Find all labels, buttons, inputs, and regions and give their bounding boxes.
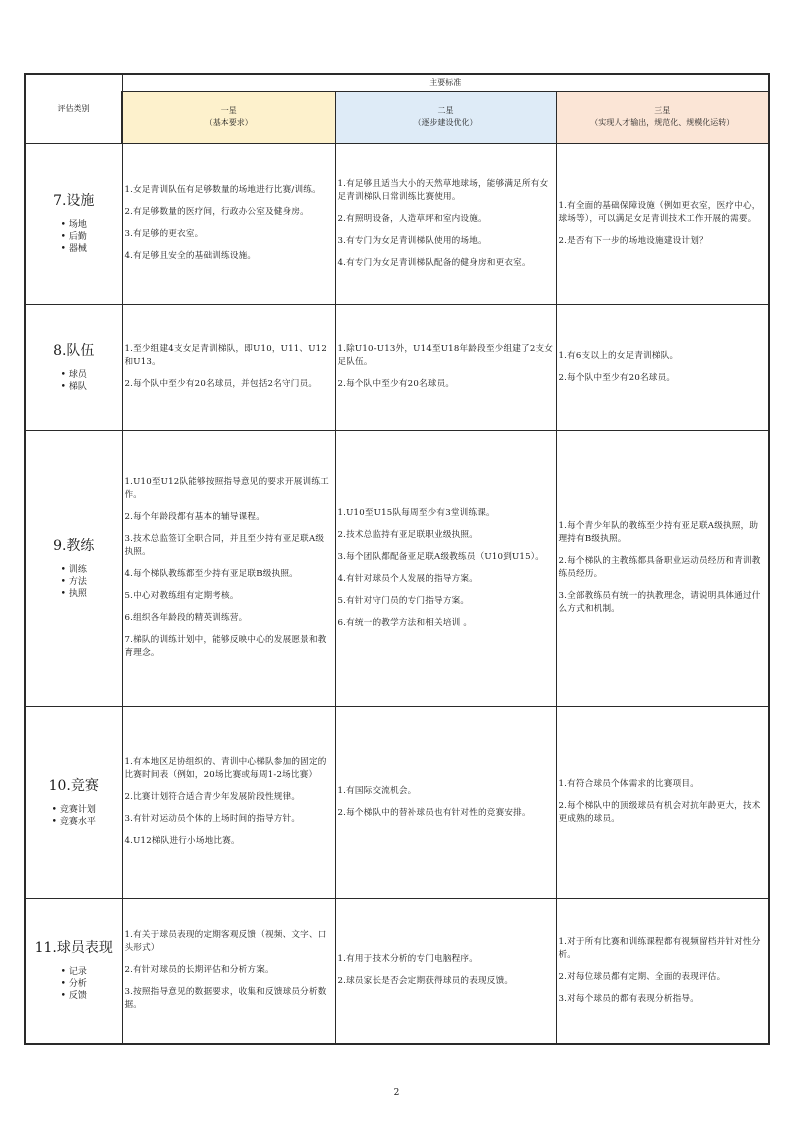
criteria-item: 4.有专门为女足青训梯队配备的健身房和更衣室。 (337, 257, 531, 268)
criteria-item: 2.有足够数量的医疗间，行政办公室及健身房。 (124, 207, 309, 217)
level-3-subtitle: （实现人才输出，规范化、规模化运转） (590, 118, 735, 127)
category-subitem: • 记录 (61, 966, 87, 978)
level-2-header (335, 91, 556, 143)
criteria-cell-level-3 (556, 143, 769, 304)
level-1-subtitle: （基本要求） (204, 118, 253, 127)
criteria-item: 6.组织各年龄段的精英训练营。 (124, 613, 248, 623)
criteria-item: 1.有国际交流机会。 (337, 785, 417, 796)
category-subitem: • 器械 (61, 243, 87, 255)
criteria-item: 1.至少组建4支女足青训梯队，即U10，U11、U12和U13。 (124, 344, 328, 367)
level-3-header (556, 91, 769, 143)
category-subitem: • 场地 (61, 219, 87, 231)
criteria-cell-level-3 (556, 898, 769, 1044)
criteria-cell-level-3 (556, 304, 769, 430)
criteria-cell-level-2 (335, 304, 556, 430)
level-2-subtitle: （逐步建设优化） (413, 118, 478, 127)
criteria-item: 2.球员家长是否会定期获得球员的表现反馈。 (337, 976, 514, 987)
main-standards-header: 主要标准 (122, 74, 769, 91)
category-subitem: • 训练 (61, 564, 87, 576)
level-1-title: 一星 (220, 106, 237, 115)
category-subitem: • 球员 (61, 369, 87, 381)
category-subitems (61, 966, 87, 1002)
criteria-item: 5.中心对教练组有定期考核。 (124, 591, 239, 601)
criteria-item: 3.技术总监签订全职合同，并且至少持有亚足联A级执照。 (124, 534, 325, 557)
criteria-cell-level-1 (122, 898, 335, 1044)
criteria-item: 1.有关于球员表现的定期客观反馈（视频、文字、口头形式） (124, 930, 327, 954)
criteria-item: 1.有用于技术分析的专门电脑程序。 (337, 954, 479, 965)
criteria-item: 2.每个梯队中的替补球员也有针对性的竞赛安排。 (337, 807, 531, 818)
page-number: 2 (393, 1088, 400, 1098)
category-cell (25, 304, 122, 430)
category-subitem: • 竞赛水平 (52, 816, 96, 828)
criteria-cell-level-2 (335, 898, 556, 1044)
category-row (25, 143, 769, 304)
category-subitem: • 执照 (61, 588, 87, 600)
category-title: 7.设施 (53, 193, 95, 209)
criteria-item: 4.有足够且安全的基础训练设施。 (124, 251, 257, 261)
criteria-item: 1.每个青少年队的教练至少持有亚足联A级执照，助理持有B级执照。 (558, 521, 759, 544)
criteria-item: 2.有照明设备，人造草坪和室内设施。 (337, 213, 487, 224)
evaluation-standards-table (24, 73, 770, 1045)
criteria-item: 2.每个队中至少有20名球员，并包括2名守门员。 (124, 379, 318, 389)
criteria-item: 5.有针对守门员的专门指导方案。 (337, 595, 470, 606)
category-cell (25, 706, 122, 898)
category-cell (25, 143, 122, 304)
criteria-cell-level-2 (335, 706, 556, 898)
level-3-title: 三星 (654, 106, 671, 115)
category-cell (25, 898, 122, 1044)
criteria-cell-level-2 (335, 143, 556, 304)
criteria-item: 3.对每个球员的都有表现分析指导。 (558, 993, 700, 1004)
category-cell (25, 430, 122, 706)
criteria-item: 4.有针对球员个人发展的指导方案。 (337, 573, 479, 584)
criteria-item: 3.按照指导意见的数据要求，收集和反馈球员分析数据。 (124, 987, 327, 1011)
criteria-item: 2.有针对球员的长期评估和分析方案。 (124, 965, 274, 976)
criteria-item: 3.有针对运动员个体的上场时间的指导方针。 (124, 814, 301, 824)
category-row (25, 304, 769, 430)
category-subitem: • 梯队 (61, 381, 87, 393)
criteria-cell-level-3 (556, 430, 769, 706)
criteria-cell-level-1 (122, 706, 335, 898)
criteria-item: 1.除U10-U13外，U14至U18年龄段至少组建了2支女足队伍。 (337, 344, 554, 367)
category-subitem: • 反馈 (61, 990, 87, 1002)
criteria-cell-level-1 (122, 304, 335, 430)
category-row (25, 898, 769, 1044)
criteria-item: 1.U10至U12队能够按照指导意见的要求开展训练工作。 (124, 477, 329, 500)
criteria-item: 2.每个队中至少有20名球员。 (337, 379, 455, 389)
criteria-item: 1.U10至U15队每周至少有3堂训练课。 (337, 507, 495, 518)
category-row (25, 706, 769, 898)
criteria-item: 2.是否有下一步的场地设施建设计划？ (558, 235, 708, 246)
category-title: 8.队伍 (53, 342, 95, 359)
criteria-item: 2.对每位球员都有定期、全面的表现评估。 (558, 971, 726, 982)
category-subitem: • 方法 (61, 576, 87, 588)
category-header: 评估类别 (25, 74, 122, 143)
category-row (25, 430, 769, 706)
criteria-item: 2.每个梯队的主教练都具备职业运动员经历和青训教练员经历。 (558, 556, 761, 579)
criteria-item: 1.女足青训队伍有足够数量的场地进行比赛/训练。 (124, 185, 321, 195)
category-subitem: • 后勤 (61, 231, 87, 243)
criteria-item: 1.对于所有比赛和训练课程都有视频留档并针对性分析。 (558, 936, 761, 960)
level-2-title: 二星 (437, 106, 454, 115)
criteria-item: 1.有足够且适当大小的天然草地球场，能够满足所有女足青训梯队日常训练比赛使用。 (337, 178, 549, 202)
criteria-item: 3.有足够的更衣室。 (124, 229, 204, 239)
category-subitems (52, 804, 96, 828)
category-subitems (61, 369, 87, 393)
criteria-item: 3.全部教练员有统一的执教理念，请说明具体通过什么方式和机制。 (558, 591, 761, 614)
criteria-item: 2.每个年龄段都有基本的辅导课程。 (124, 512, 266, 522)
criteria-item: 1.有全面的基础保障设施（例如更衣室，医疗中心，球场等），可以满足女足青训技术工作开展的需要。 (558, 200, 761, 224)
criteria-item: 3.每个团队都配备亚足联A级教练员（U10到U15）。 (337, 551, 545, 562)
criteria-cell-level-2 (335, 430, 556, 706)
category-title: 11.球员表现 (34, 940, 113, 957)
criteria-item: 4.U12梯队进行小场地比赛。 (124, 836, 240, 846)
category-subitem: • 竞赛计划 (52, 804, 96, 816)
category-title: 10.竞赛 (48, 777, 99, 794)
category-subitems (61, 564, 87, 600)
criteria-item: 2.技术总监持有亚足联职业级执照。 (337, 529, 479, 540)
level-1-header (122, 91, 335, 143)
category-subitem: • 分析 (61, 978, 87, 990)
criteria-item: 3.有专门为女足青训梯队使用的场地。 (337, 235, 487, 246)
category-title: 9.教练 (53, 537, 95, 554)
criteria-item: 1.有本地区足协组织的、青训中心梯队参加的固定的比赛时间表（例如，20场比赛或每周1-2场比赛） (124, 757, 327, 780)
criteria-item: 1.有6支以上的女足青训梯队。 (558, 350, 679, 361)
criteria-item: 2.每个队中至少有20名球员。 (558, 372, 676, 383)
criteria-item: 2.比赛计划符合适合青少年发展阶段性规律。 (124, 792, 301, 802)
criteria-item: 2.每个梯队中的顶级球员有机会对抗年龄更大，技术更成熟的球员。 (558, 801, 761, 824)
criteria-cell-level-3 (556, 706, 769, 898)
criteria-item: 6.有统一的教学方法和相关培训 。 (337, 617, 473, 628)
criteria-cell-level-1 (122, 143, 335, 304)
criteria-item: 1.有符合球员个体需求的比赛项目。 (558, 779, 700, 789)
criteria-item: 4.每个梯队教练都至少持有亚足联B级执照。 (124, 569, 298, 579)
category-subitems (61, 219, 87, 255)
criteria-item: 7.梯队的训练计划中，能够反映中心的发展愿景和教育理念。 (124, 635, 327, 658)
criteria-cell-level-1 (122, 430, 335, 706)
